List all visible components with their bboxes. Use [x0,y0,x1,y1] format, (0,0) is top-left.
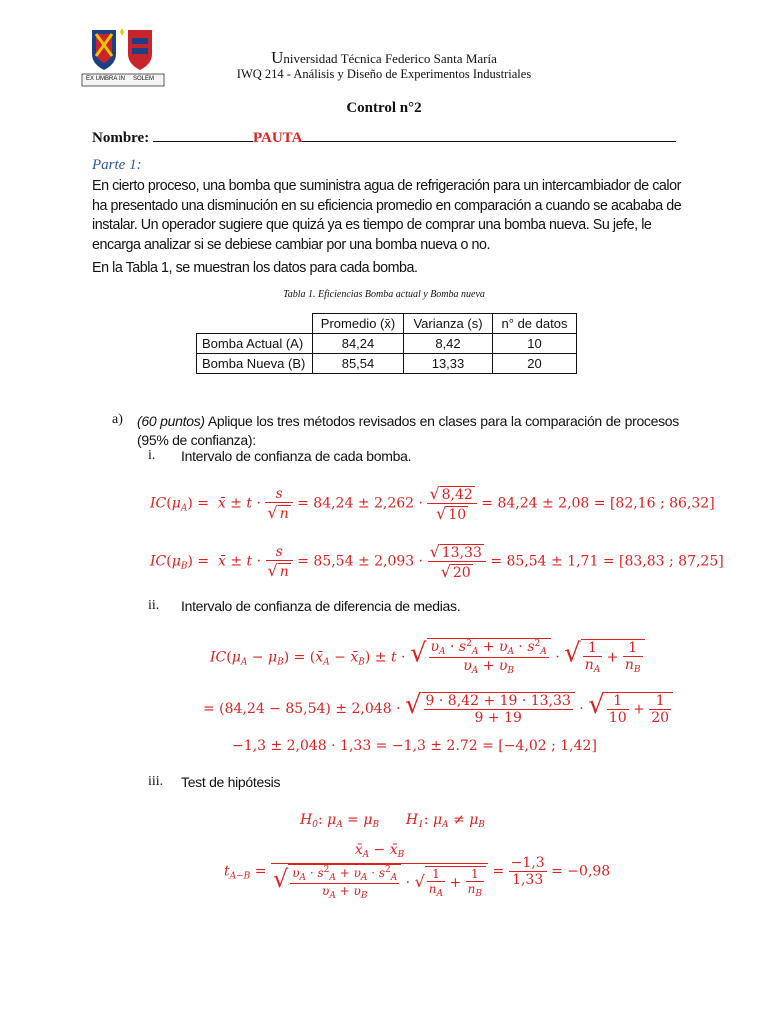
table-cell: 8,42 [404,334,493,354]
table-row [197,354,577,374]
formula-ic-b: $IC(\mu_B)$ = x̄ ± t · $\frac{s}{√ n}$ = 85,54 ± 2,093 · $\frac{√ 13,33}{√ 20}$ = 85,54 ± 1,71 = [83,83 ; 87,25] [150,542,724,581]
item-text: Intervalo de confianza de diferencia de medias. [181,598,461,614]
formula-hypotheses: $H_0$: $\mu_A = \mu_B$ $H_1$: $\mu_A \ne \mu_B$ [300,812,485,830]
table-cell: 13,33 [404,354,493,374]
formula-diff-prefix: = (84,24 − 85,54) ± 2,048 · [203,701,401,717]
formula-ic-b-final: = 85,54 ± 1,71 = [83,83 ; 87,25] [490,553,724,570]
formula-ic-a-final: = 84,24 ± 2,08 = [82,16 ; 86,32] [481,495,715,512]
name-underline-left [153,129,253,142]
table-header-cell: Varianza (s) [404,314,493,334]
formula-ic-b-sqrt-num: 13,33 [441,545,482,561]
table-header-cell: Promedio (x̄) [313,314,404,334]
name-underline-right [302,129,676,142]
question-label: a) [112,412,123,427]
table-header-cell: n° de datos [493,314,577,334]
table-row-label: Bomba Nueva (B) [197,354,313,374]
formula-diff-general: $IC(\mu_A - \mu_B)$ = ($x̄_A$ − $x̄_B) \pm t$ · √ $\frac{\upsilon_A \cdot s^2_A + \upsilon_A \cdot s^2_A}{\upsilon_A + \upsilon_B}$ · √ $\frac{1}{n_A}$ + $\frac{1}{n_B}$ [210,638,645,676]
item-number: iii. [148,774,164,789]
item-text: Test de hipótesis [181,774,281,790]
intro-paragraph: En cierto proceso, una bomba que suministra agua de refrigeración para un intercambiador de calor ha presentado una disminución en su eficiencia promedio en comparación a cuando se acababa de instalar. Un operador sugiere que quizá ya es tiempo de comprar una bomba nueva. Su jefe, le encarga analizar si se debiese cambiar por una bomba nueva o no. [92,178,682,253]
formula-diff-f2-den: 20 [651,709,670,726]
formula-ic-a-sqrt-num: 8,42 [441,487,473,503]
university-initial: U [271,48,284,67]
section-heading: Parte 1: [92,157,142,173]
logo-motto-left: EX UMBRA [86,76,118,82]
formula-t-result: = −0,98 [551,863,611,880]
formula-diff-num: 9 · 8,42 + 19 · 13,33 [425,692,571,709]
formula-ic-b-value: = 85,54 ± 2,093 · [297,553,424,570]
table-cell: 84,24 [313,334,404,354]
table-cell: 10 [493,334,577,354]
question-points: (60 puntos) [137,413,205,429]
formula-ic-b-sqrt-den: 20 [452,565,471,581]
formula-diff-den: 9 + 19 [474,709,522,726]
logo-motto-mid: IN [119,76,125,82]
course-name: IWQ 214 - Análisis y Diseño de Experimentos Industriales [236,67,532,81]
name-line [92,129,676,147]
table-row [197,334,577,354]
item-number: i. [148,448,156,463]
table-row-label: Bomba Actual (A) [197,334,313,354]
table-corner [197,314,313,334]
name-value: PAUTA [252,130,303,146]
table-cell: 85,54 [313,354,404,374]
formula-ic-a-value: = 84,24 ± 2,262 · [297,495,423,512]
table-cell: 20 [493,354,577,374]
name-label: Nombre: [92,130,150,146]
data-table [196,313,577,374]
item-text: Intervalo de confianza de cada bomba. [181,448,412,464]
university-name [0,48,768,68]
table-intro: En la Tabla 1, se muestran los datos para cada bomba. [92,260,418,276]
question-text [137,412,679,450]
formula-diff-result: −1,3 ± 2,048 · 1,33 = −1,3 ± 2.72 = [−4,02 ; 1,42] [232,738,597,754]
university-name-rest: niversidad Técnica Federico Santa María [283,51,497,66]
table-header-row [197,314,577,334]
formula-t-den: 1,33 [512,872,544,888]
formula-diff-f1-den: 10 [608,709,627,726]
table-caption: Tabla 1. Eficiencias Bomba actual y Bomba nueva [283,289,485,300]
formula-ic-a-sqrt-den: 10 [448,507,467,523]
formula-diff-substituted: = (84,24 − 85,54) ± 2,048 · √ $\frac{9 \cdot 8,42 + 19 \cdot 13,33}{9 + 19}$ · √ $\frac{1}{10}$ + $\frac{1}{20}$ [203,690,673,726]
page-title: Control n°2 [346,100,422,116]
formula-t-num: −1,3 [510,855,545,871]
formula-ic-a: $IC(\mu_A)$ = x̄ ± t · $\frac{s}{√ n}$ = 84,24 ± 2,262 · $\frac{√ 8,42}{√ 10}$ = 84,24 ± 2,08 = [82,16 ; 86,32] [150,484,715,523]
question-body: Aplique los tres métodos revisados en clases para la comparación de procesos (95% de confianza): [137,413,679,448]
formula-t-statistic: $t_{A-B}$ = $x̄_A$ − $x̄_B$ √ $\frac{\upsilon_A \cdot s^2_A + \upsilon_A \cdot s^2_A}{\upsilon_A + \upsilon_B}$ · √ $\frac{1}{n_A}$ + $\frac{1}{n_B}$ = $\frac{-1,3}{1,33}$ = −0,98 [224,842,611,901]
logo-motto-right: SOLEM [133,76,155,82]
item-number: ii. [148,598,160,613]
